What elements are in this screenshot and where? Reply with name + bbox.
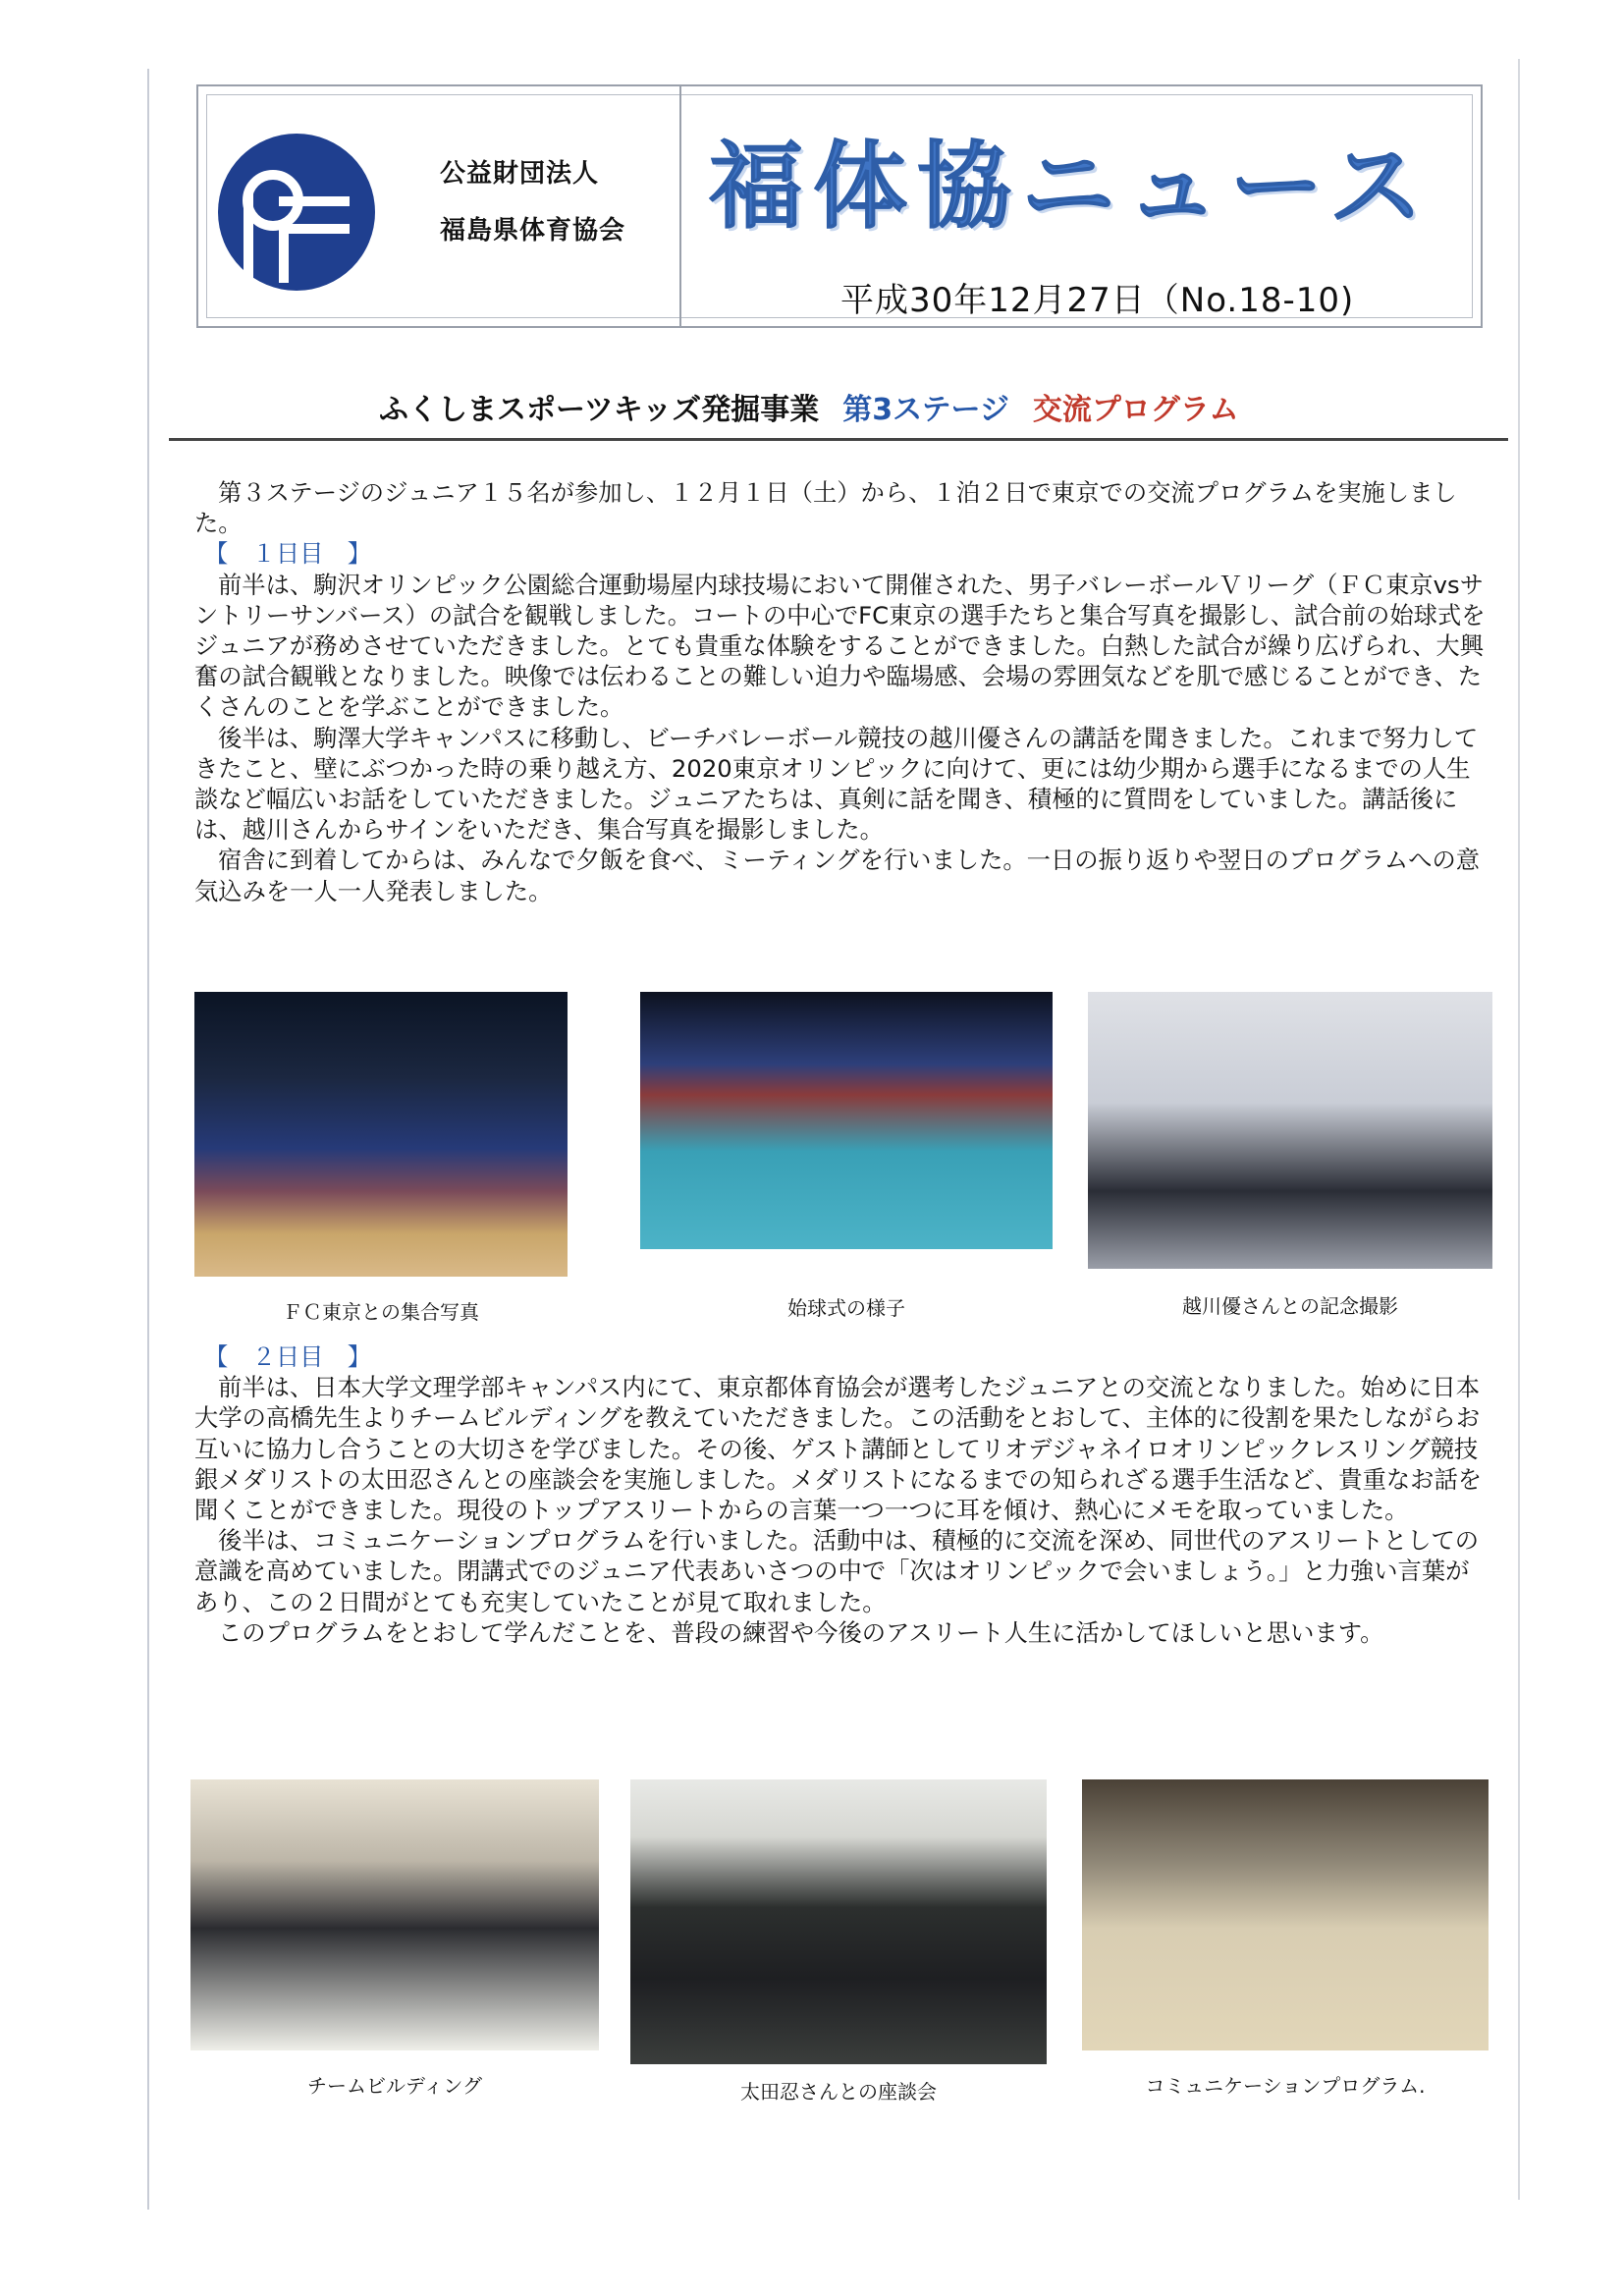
caption-communication-program: コミュニケーションプログラム.: [1145, 2074, 1426, 2098]
photo-ota-talk: [630, 1779, 1047, 2064]
day1-paragraph-3: 宿舎に到着してからは、みんなで夕飯を食べ、ミーティングを行いました。一日の振り返りや翌日のプログラムへの意気込みを一人一人発表しました。: [194, 846, 1481, 905]
caption-ota-talk: 太田忍さんとの座談会: [740, 2080, 937, 2104]
issue-date: 平成30年12月27日（No.18-10): [840, 281, 1355, 320]
photo-team-building: [190, 1779, 599, 2050]
headline-stage: 第3ステージ: [842, 393, 1009, 427]
right-margin-rule: [1518, 59, 1520, 2200]
org-name: 福島県体育協会: [440, 216, 626, 246]
intro-paragraph: 第３ステージのジュニア１５名が参加し、１２月１日（土）から、１泊２日で東京での交流プログラムを実施しました。: [194, 478, 1457, 538]
day1-paragraph-1: 前半は、駒沢オリンピック公園総合運動場屋内球技場において開催された、男子バレーボールＶリーグ（ＦＣ東京vsサントリーサンバース）の試合を観戦しました。コートの中心でFC東京の選手たちと集合写真を撮影し、試合前の始球式をジュニアが務めさせていただきました。とても貴重な体験をすることができました。白熱した試合が繰り広げられ、大興奮の試合観戦となりました。映像では伝わることの難しい迫力や臨場感、会場の雰囲気などを肌で感じることができ、たくさんのことを学ぶことができました。: [194, 570, 1486, 722]
day2-paragraph-1: 前半は、日本大学文理学部キャンパス内にて、東京都体育協会が選考したジュニアとの交流となりました。始めに日本大学の高橋先生よりチームビルディングを教えていただきました。この活動をとおして、主体的に役割を果たしながらお互いに協力し合うことの大切さを学びました。その後、ゲスト講師としてリオデジャネイロオリンピックレスリング競技銀メダリストの太田忍さんとの座談会を実施しました。メダリストになるまでの知られざる選手生活など、貴重なお話を聞くことができました。現役のトップアスリートからの言葉一つ一つに耳を傾け、熱心にメモを取っていました。: [194, 1373, 1483, 1525]
day2-section: [194, 1341, 1489, 1648]
article-headline: [379, 385, 1239, 428]
newsletter-title: 福体協ニュース: [709, 132, 1434, 242]
headline-program: ふくしまスポーツキッズ発掘事業: [379, 393, 820, 427]
headline-rule: [169, 438, 1508, 441]
caption-first-serve: 始球式の様子: [787, 1296, 905, 1320]
caption-team-building: チームビルディング: [307, 2074, 482, 2098]
day1-paragraph-2: 後半は、駒澤大学キャンパスに移動し、ビーチバレーボール競技の越川優さんの講話を聞きました。これまで努力してきたこと、壁にぶつかった時の乗り越え方、2020東京オリンピックに向けて、更には幼少期から選手になるまでの人生談など幅広いお話をしていただきました。ジュニアたちは、真剣に話を聞き、積極的に質問をしていました。講話後には、越川さんからサインをいただき、集合写真を撮影しました。: [194, 723, 1479, 845]
photo-fc-tokyo-group: [194, 992, 568, 1277]
association-logo: [218, 134, 375, 291]
day2-paragraph-2: 後半は、コミュニケーションプログラムを行いました。活動中は、積極的に交流を深め、同世代のアスリートとしての意識を高めていました。閉講式でのジュニア代表あいさつの中で「次はオリンピックで会いましょう。」と力強い言葉があり、この２日間がとても充実していたことが見て取れました。: [194, 1526, 1480, 1616]
day2-label: 【 ２日目 】: [204, 1342, 372, 1371]
day1-label: 【 １日目 】: [204, 539, 372, 569]
day1-section: [194, 477, 1489, 906]
caption-koshikawa: 越川優さんとの記念撮影: [1182, 1294, 1398, 1318]
day2-paragraph-3: このプログラムをとおして学んだことを、普段の練習や今後のアスリート人生に活かしてほしいと思います。: [218, 1617, 1384, 1647]
photo-first-serve: [640, 992, 1053, 1249]
masthead-divider: [679, 86, 681, 326]
left-margin-rule: [147, 69, 149, 2210]
caption-fc-tokyo-group: ＦＣ東京との集合写真: [283, 1300, 479, 1324]
photo-communication-program: [1082, 1779, 1489, 2050]
org-type: 公益財団法人: [440, 159, 600, 189]
headline-topic: 交流プログラム: [1032, 393, 1239, 427]
photo-koshikawa-commemorative: [1088, 992, 1492, 1269]
